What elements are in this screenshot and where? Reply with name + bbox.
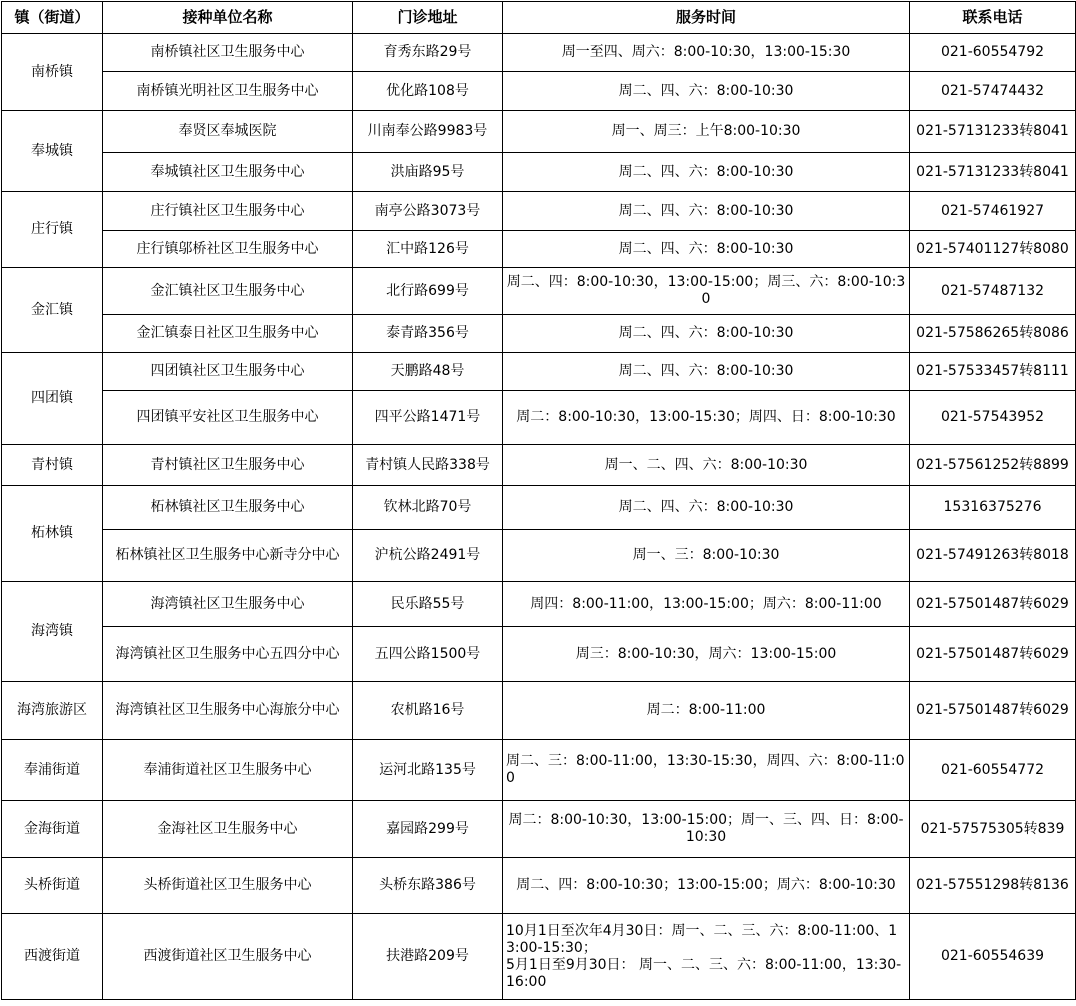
unit-name: 柘林镇社区卫生服务中心 — [103, 486, 353, 530]
table-row — [2, 445, 1076, 486]
service-time: 周一、周三：上午8:00-10:30 — [503, 111, 910, 153]
service-time: 周二：8:00-10:30，13:00-15:30；周四、日：8:00-10:30 — [503, 391, 910, 445]
vaccination-schedule-table — [1, 1, 1076, 1000]
service-time: 周二、四、六：8:00-10:30 — [503, 231, 910, 268]
phone: 021-57487132 — [910, 268, 1076, 315]
phone: 021-57474432 — [910, 72, 1076, 111]
table-row — [2, 111, 1076, 153]
town-cell: 金海街道 — [2, 801, 103, 858]
service-time: 周一、二、四、六：8:00-10:30 — [503, 445, 910, 486]
table-row — [2, 231, 1076, 268]
table-row — [2, 530, 1076, 582]
town-cell: 南桥镇 — [2, 34, 103, 111]
phone: 021-57461927 — [910, 192, 1076, 231]
address: 运河北路135号 — [353, 740, 503, 801]
address: 川南奉公路9983号 — [353, 111, 503, 153]
table-row — [2, 153, 1076, 192]
phone: 021-57575305转839 — [910, 801, 1076, 858]
town-cell: 海湾镇 — [2, 582, 103, 682]
phone: 021-57131233转8041 — [910, 153, 1076, 192]
address: 优化路108号 — [353, 72, 503, 111]
table-row — [2, 858, 1076, 914]
phone: 021-57533457转8111 — [910, 353, 1076, 391]
header-town: 镇（街道） — [2, 2, 103, 34]
phone: 021-57501487转6029 — [910, 627, 1076, 682]
address: 沪杭公路2491号 — [353, 530, 503, 582]
table-row — [2, 682, 1076, 740]
unit-name: 海湾镇社区卫生服务中心海旅分中心 — [103, 682, 353, 740]
table-row — [2, 391, 1076, 445]
town-cell: 柘林镇 — [2, 486, 103, 582]
header-row — [2, 2, 1076, 34]
town-cell: 奉浦街道 — [2, 740, 103, 801]
header-address: 门诊地址 — [353, 2, 503, 34]
service-time: 周二、四、六：8:00-10:30 — [503, 153, 910, 192]
unit-name: 青村镇社区卫生服务中心 — [103, 445, 353, 486]
town-cell: 庄行镇 — [2, 192, 103, 268]
table-row — [2, 315, 1076, 353]
service-time: 周二、四、六：8:00-10:30 — [503, 192, 910, 231]
unit-name: 庄行镇社区卫生服务中心 — [103, 192, 353, 231]
unit-name: 柘林镇社区卫生服务中心新寺分中心 — [103, 530, 353, 582]
phone: 021-57543952 — [910, 391, 1076, 445]
phone: 021-57501487转6029 — [910, 682, 1076, 740]
town-cell: 青村镇 — [2, 445, 103, 486]
town-cell: 海湾旅游区 — [2, 682, 103, 740]
phone: 021-57491263转8018 — [910, 530, 1076, 582]
service-time: 周二、四、六：8:00-10:30 — [503, 315, 910, 353]
town-cell: 头桥街道 — [2, 858, 103, 914]
table-row — [2, 72, 1076, 111]
town-cell: 金汇镇 — [2, 268, 103, 353]
phone: 021-57501487转6029 — [910, 582, 1076, 627]
service-time: 周二、四、六：8:00-10:30 — [503, 486, 910, 530]
phone: 021-57586265转8086 — [910, 315, 1076, 353]
unit-name: 金汇镇社区卫生服务中心 — [103, 268, 353, 315]
unit-name: 南桥镇社区卫生服务中心 — [103, 34, 353, 72]
town-cell: 奉城镇 — [2, 111, 103, 192]
table-row — [2, 801, 1076, 858]
table-row — [2, 914, 1076, 1000]
service-time: 周二、四、六：8:00-10:30 — [503, 353, 910, 391]
header-phone: 联系电话 — [910, 2, 1076, 34]
phone: 15316375276 — [910, 486, 1076, 530]
service-time: 周三：8:00-10:30，周六：13:00-15:00 — [503, 627, 910, 682]
phone: 021-60554772 — [910, 740, 1076, 801]
address: 南亭公路3073号 — [353, 192, 503, 231]
address: 四平公路1471号 — [353, 391, 503, 445]
address: 育秀东路29号 — [353, 34, 503, 72]
unit-name: 头桥街道社区卫生服务中心 — [103, 858, 353, 914]
table-row — [2, 740, 1076, 801]
address: 扶港路209号 — [353, 914, 503, 1000]
phone: 021-60554792 — [910, 34, 1076, 72]
address: 洪庙路95号 — [353, 153, 503, 192]
unit-name: 四团镇社区卫生服务中心 — [103, 353, 353, 391]
header-service-time: 服务时间 — [503, 2, 910, 34]
unit-name: 庄行镇邬桥社区卫生服务中心 — [103, 231, 353, 268]
address: 北行路699号 — [353, 268, 503, 315]
unit-name: 奉贤区奉城医院 — [103, 111, 353, 153]
unit-name: 四团镇平安社区卫生服务中心 — [103, 391, 353, 445]
unit-name: 海湾镇社区卫生服务中心五四分中心 — [103, 627, 353, 682]
unit-name: 海湾镇社区卫生服务中心 — [103, 582, 353, 627]
table-row — [2, 486, 1076, 530]
table-row — [2, 627, 1076, 682]
phone: 021-57401127转8080 — [910, 231, 1076, 268]
address: 五四公路1500号 — [353, 627, 503, 682]
unit-name: 金汇镇泰日社区卫生服务中心 — [103, 315, 353, 353]
address: 钦林北路70号 — [353, 486, 503, 530]
service-time-line: 5月1日至9月30日： 周一、二、三、六：8:00-11:00，13:30-16:00 — [506, 956, 902, 990]
service-time: 周二、三：8:00-11:00，13:30-15:30，周四、六：8:00-11:00 — [503, 740, 910, 801]
table-row — [2, 192, 1076, 231]
town-cell: 西渡街道 — [2, 914, 103, 1000]
phone: 021-57131233转8041 — [910, 111, 1076, 153]
service-time: 周一、三：8:00-10:30 — [503, 530, 910, 582]
service-time: 周二、四：8:00-10:30；13:00-15:00；周六：8:00-10:30 — [503, 858, 910, 914]
address: 民乐路55号 — [353, 582, 503, 627]
address: 汇中路126号 — [353, 231, 503, 268]
service-time: 周四：8:00-11:00，13:00-15:00；周六：8:00-11:00 — [503, 582, 910, 627]
phone: 021-57551298转8136 — [910, 858, 1076, 914]
table-row — [2, 582, 1076, 627]
address: 头桥东路386号 — [353, 858, 503, 914]
service-time: 周二：8:00-10:30，13:00-15:00；周一、三、四、日：8:00-10:30 — [503, 801, 910, 858]
service-time: 周二：8:00-11:00 — [503, 682, 910, 740]
table-row — [2, 34, 1076, 72]
town-cell: 四团镇 — [2, 353, 103, 445]
phone: 021-60554639 — [910, 914, 1076, 1000]
unit-name: 西渡街道社区卫生服务中心 — [103, 914, 353, 1000]
table-row — [2, 268, 1076, 315]
address: 农机路16号 — [353, 682, 503, 740]
unit-name: 奉浦街道社区卫生服务中心 — [103, 740, 353, 801]
address: 青村镇人民路338号 — [353, 445, 503, 486]
unit-name: 金海社区卫生服务中心 — [103, 801, 353, 858]
service-time-line: 10月1日至次年4月30日：周一、二、三、六：8:00-11:00、13:00-15:30； — [506, 922, 898, 956]
address: 泰青路356号 — [353, 315, 503, 353]
address: 天鹏路48号 — [353, 353, 503, 391]
phone: 021-57561252转8899 — [910, 445, 1076, 486]
table-row — [2, 353, 1076, 391]
service-time: 周二、四、六：8:00-10:30 — [503, 72, 910, 111]
header-unit-name: 接种单位名称 — [103, 2, 353, 34]
service-time: 周一至四、周六：8:00-10:30，13:00-15:30 — [503, 34, 910, 72]
service-time: 周二、四：8:00-10:30，13:00-15:00；周三、六：8:00-10:30 — [503, 268, 910, 315]
unit-name: 南桥镇光明社区卫生服务中心 — [103, 72, 353, 111]
unit-name: 奉城镇社区卫生服务中心 — [103, 153, 353, 192]
address: 嘉园路299号 — [353, 801, 503, 858]
service-time — [503, 914, 910, 1000]
